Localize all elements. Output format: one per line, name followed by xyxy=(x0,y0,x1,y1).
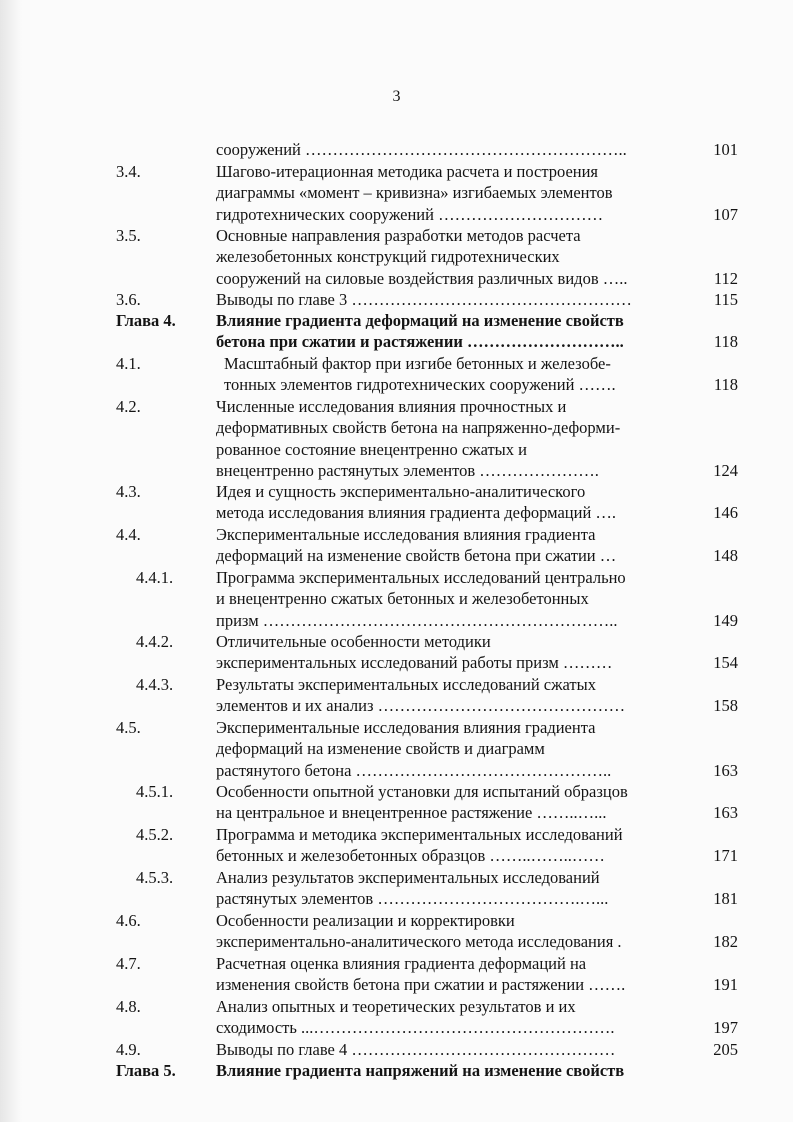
section-number: 4.4.3. xyxy=(136,675,174,694)
section-title-line: Анализ результатов экспериментальных исследований xyxy=(216,868,600,887)
section-number: 3.4. xyxy=(116,162,141,181)
section-title-line: Программа и методика экспериментальных исследований xyxy=(216,825,623,844)
section-title-line: Выводы по главе 4 ………………………………………… xyxy=(216,1040,616,1059)
section-number: 4.8. xyxy=(116,997,141,1016)
section-number: 4.6. xyxy=(116,911,141,930)
section-title-line: сооружений на силовые воздействия различных видов ….. xyxy=(216,269,628,288)
section-title-line: Численные исследования влияния прочностных и xyxy=(216,397,567,416)
section-title-line: Масштабный фактор при изгибе бетонных и железобе- xyxy=(224,354,611,373)
page-ref: 163 xyxy=(713,803,738,822)
page-ref: 115 xyxy=(713,290,738,309)
section-title-line: растянутого бетона ……………………………………….. xyxy=(216,761,612,780)
page-ref: 118 xyxy=(713,332,738,351)
section-title-line: сходимость ...………………………………………………. xyxy=(216,1018,615,1037)
chapter-title-line: Влияние градиента деформаций на изменение свойств xyxy=(216,311,624,330)
section-title-line: Особенности опытной установки для испытаний образцов xyxy=(216,782,628,801)
section-title-line: элементов и их анализ ……………………………………… xyxy=(216,696,626,715)
section-title-line: Основные направления разработки методов расчета xyxy=(216,226,581,245)
page-ref: 107 xyxy=(713,205,738,224)
section-number: 4.4.2. xyxy=(136,632,174,651)
section-title-line: растянутых элементов ……………………………….…... xyxy=(216,889,609,908)
section-title-line: тонных элементов гидротехнических сооружений ……. xyxy=(224,375,616,394)
section-title-line: и внецентренно сжатых бетонных и железобетонных xyxy=(216,589,589,608)
page-ref: 181 xyxy=(713,889,738,908)
page-ref: 154 xyxy=(713,653,738,672)
section-number: 4.5. xyxy=(116,718,141,737)
section-title-line: бетонных и железобетонных образцов ……..……..…… xyxy=(216,846,605,865)
section-title-line: Результаты экспериментальных исследований сжатых xyxy=(216,675,596,694)
section-title-line: диаграммы «момент – кривизна» изгибаемых элементов xyxy=(216,183,613,202)
page-ref: 182 xyxy=(713,932,738,951)
page-ref: 124 xyxy=(713,461,738,480)
section-title-line: Программа экспериментальных исследований центрально xyxy=(216,568,626,587)
section-title-line: Отличительные особенности методики xyxy=(216,632,491,651)
section-title-line: экспериментальных исследований работы призм ……… xyxy=(216,653,613,672)
section-title-line: Идея и сущность экспериментально-аналитического xyxy=(216,482,586,501)
page-ref: 112 xyxy=(713,269,738,288)
section-number: 4.2. xyxy=(116,397,141,416)
chapter-title-line: Влияние градиента напряжений на изменение свойств xyxy=(216,1061,625,1080)
section-number: 4.1. xyxy=(116,354,141,373)
section-title-line: Расчетная оценка влияния градиента деформаций на xyxy=(216,954,587,973)
page-ref: 148 xyxy=(713,546,738,565)
page-ref: 149 xyxy=(713,611,738,630)
section-title-line: деформативных свойств бетона на напряженно-деформи- xyxy=(216,418,621,437)
section-title-line: Анализ опытных и теоретических результатов и их xyxy=(216,997,576,1016)
page-ref: 171 xyxy=(713,846,738,865)
section-title-line: сооружений ………………………………………………….. xyxy=(216,140,627,159)
section-title-line: Шагово-итерационная методика расчета и построения xyxy=(216,162,599,181)
page-number: 3 xyxy=(392,88,401,105)
page-ref: 158 xyxy=(713,696,738,715)
section-title-line: деформаций на изменение свойств бетона при сжатии … xyxy=(216,546,617,565)
section-number: 3.6. xyxy=(116,290,141,309)
page-ref: 197 xyxy=(713,1018,738,1037)
section-title-line: на центральное и внецентренное растяжение ……..…... xyxy=(216,803,607,822)
section-number: 4.5.2. xyxy=(136,825,174,844)
section-title-line: внецентренно растянутых элементов …………………. xyxy=(216,461,599,480)
section-number: 3.5. xyxy=(116,226,141,245)
page-ref: 101 xyxy=(713,140,738,159)
section-title-line: Экспериментальные исследования влияния градиента xyxy=(216,718,596,737)
section-title-line: рованное состояние внецентренно сжатых и xyxy=(216,440,527,459)
page-ref: 146 xyxy=(713,503,738,522)
section-number: 4.4. xyxy=(116,525,141,544)
section-number: 4.5.3. xyxy=(136,868,174,887)
chapter-title-line: бетона при сжатии и растяжении ……………………….. xyxy=(216,332,624,351)
chapter-number: Глава 4. xyxy=(116,311,176,330)
page-ref: 118 xyxy=(713,375,738,394)
page-ref: 163 xyxy=(713,761,738,780)
section-title-line: метода исследования влияния градиента деформаций …. xyxy=(216,503,617,522)
page-ref: 205 xyxy=(713,1040,738,1059)
section-title-line: Экспериментальные исследования влияния градиента xyxy=(216,525,596,544)
section-number: 4.5.1. xyxy=(136,782,174,801)
page-ref: 191 xyxy=(713,975,738,994)
section-title-line: изменения свойств бетона при сжатии и растяжении ……. xyxy=(216,975,626,994)
section-number: 4.7. xyxy=(116,954,141,973)
section-number: 4.4.1. xyxy=(136,568,174,587)
section-title-line: гидротехнических сооружений ………………………… xyxy=(216,205,604,224)
section-title-line: Выводы по главе 3 …………………………………………… xyxy=(216,290,632,309)
section-title-line: Особенности реализации и корректировки xyxy=(216,911,515,930)
section-title-line: экспериментально-аналитического метода исследования . xyxy=(216,932,622,951)
section-title-line: железобетонных конструкций гидротехнических xyxy=(216,247,560,266)
section-title-line: деформаций на изменение свойств и диаграмм xyxy=(216,739,545,758)
section-number: 4.3. xyxy=(116,482,141,501)
section-title-line: призм ……………………………………………………….. xyxy=(216,611,618,630)
chapter-number: Глава 5. xyxy=(116,1061,176,1080)
section-number: 4.9. xyxy=(116,1040,141,1059)
scan-edge-shadow xyxy=(0,0,22,1122)
